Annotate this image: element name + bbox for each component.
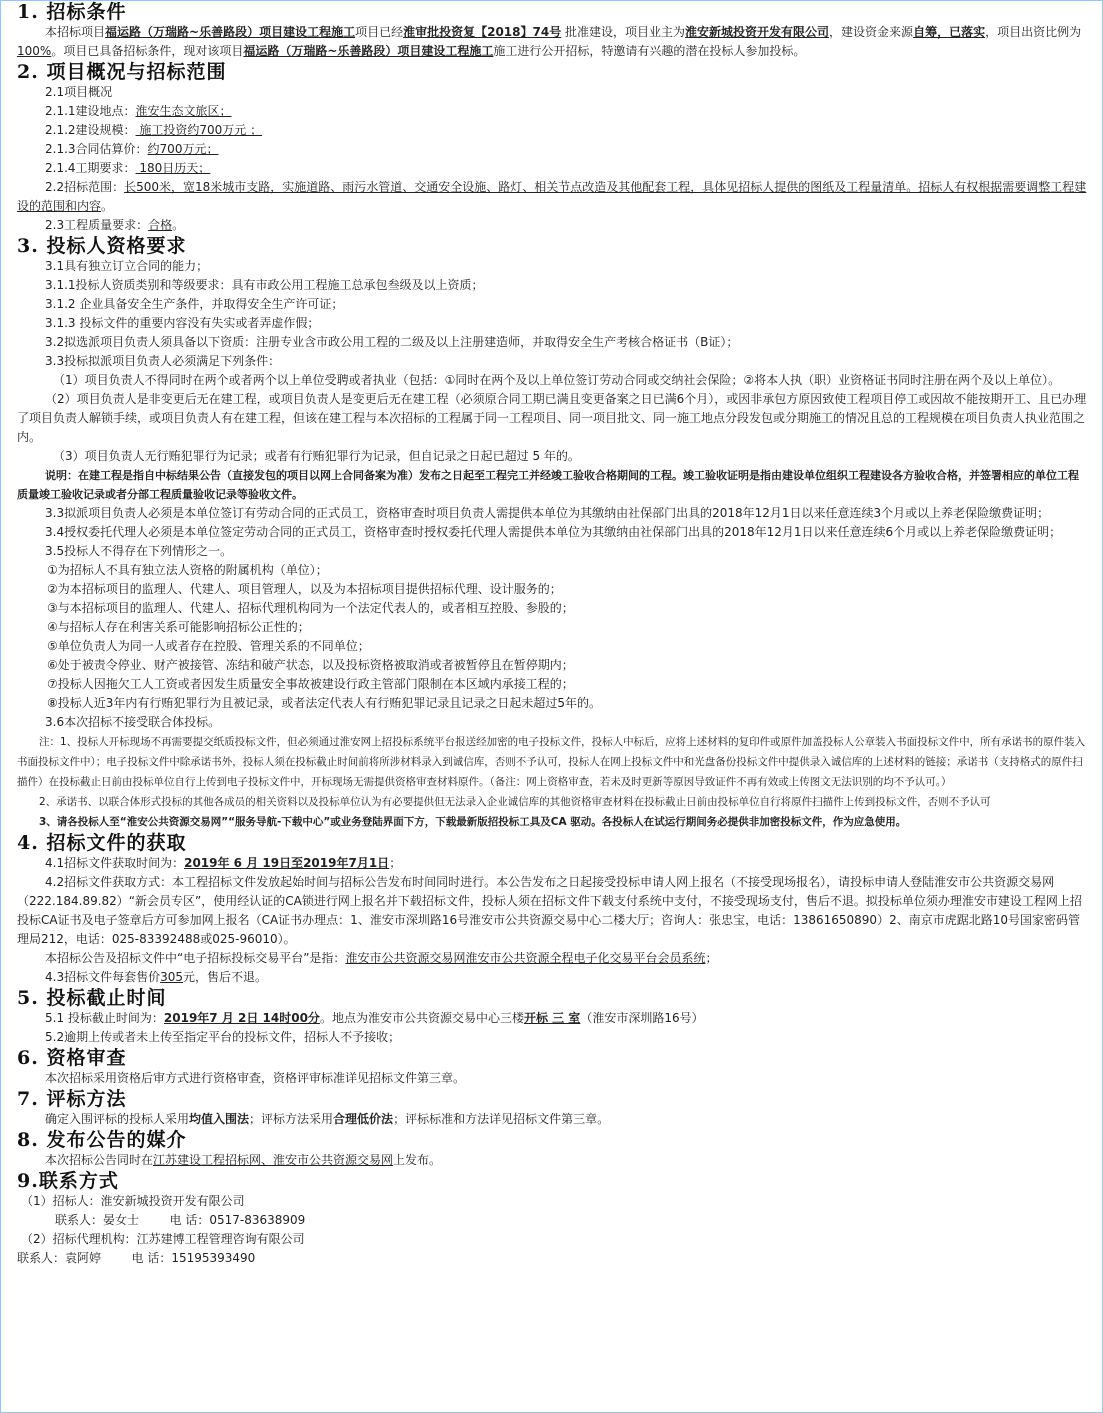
s2-location: 2.1.1建设地点：淮安生态文旅区；: [45, 104, 232, 118]
s3-note-3: 3、请各投标人至“淮安公共资源交易网”“服务导航-下载中心”或业务登陆界面下方，下载最新版招投标工具及CA 驱动。各投标人在试运行期间务必提供非加密投标文件，作为应急使用。: [39, 816, 907, 828]
s4-l4: 4.3招标文件每套售价305元，售后不退。: [45, 970, 268, 984]
s5-l1: 5.1 投标截止时间为：2019年7 月 2日 14时00分。地点为淮安市公共资源交易中心三楼开标 三 室（淮安市深圳路16号）: [45, 1011, 704, 1025]
s2-scale: 2.1.2建设规模： 施工投资约700万元 ；: [45, 123, 263, 137]
s3-condition-1: （1）项目负责人不得同时在两个或者两个以上单位受聘或者执业（包括：①同时在两个及以上单位签订劳动合同或交纳社会保险；②将本人执（职）业资格证书同时注册在两个及以上单位）。: [53, 373, 1061, 387]
s3-exclusion-8: ⑧投标人近3年内有行贿犯罪行为且被记录，或者法定代表人有行贿犯罪记录且记录之日起未超过5年的。: [47, 696, 602, 710]
tender-notice: [1, 1, 1102, 1268]
s8-l1: 本次招标公告同时在江苏建设工程招标网、淮安市公共资源交易网上发布。: [45, 1153, 442, 1167]
section-4-title: 4. 招标文件的获取: [17, 832, 187, 854]
s3-l4: 3.1.3 投标文件的重要内容没有失实或者弄虚作假；: [45, 316, 320, 330]
s3-exclusion-1: ①为招标人不具有独立法人资格的附属机构（单位）；: [47, 563, 328, 577]
s3-l5: 3.2拟选派项目负责人须具备以下资质：注册专业含市政公用工程的二级及以上注册建造师，并取得安全生产考核合格证书（B证）；: [45, 335, 739, 349]
s3-condition-3: （3）项目负责人无行贿犯罪行为记录；或者有行贿犯罪行为记录，但自记录之日起已超过 5 年的。: [53, 449, 580, 463]
s3-note: 说明：在建工程是指自中标结果公告（直接发包的项目以网上合同备案为准）发布之日起至工程完工并经竣工验收合格期间的工程。竣工验收证明是指由建设单位组织工程建设各方验收合格，并签署相应的单位工程质量竣工验收记录或者分部工程质量验收记录等验收文件。: [17, 469, 1079, 501]
s3-note-1: 注：1、投标人开标现场不再需要提交纸质投标文件，但必须通过淮安网上招投标系统平台报送经加密的电子投标文件，投标人中标后，应将上述材料的复印件或原件加盖投标人公章装入书面投标文件中，所有承诺书的原件装入书面投标文件中）；电子投标文件中除承诺书外，投标人须在投标截止时间前将所涉材料录入到诚信库，否则不予认可，投标人在网上投标文件中和光盘备份投标文件中提供录入诚信库的上述材料的链接；承诺书（支持格式的原件扫描件）在投标截止日前由投标单位自行上传到电子投标文件中，开标现场无需提供资格审查材料原件。（备注：网上资格审查，若未及时更新等原因导致证件不再有效或上传图文无法识别的均不予认可。）: [17, 736, 1086, 788]
s3-l9: 3.5投标人不得存在下列情形之一。: [45, 544, 233, 558]
section-8-title: 8. 发布公告的媒介: [17, 1129, 187, 1151]
s2-scope: 2.2招标范围：长500米，宽18米城市支路，实施道路、雨污水管道、交通安全设施、路灯、相关节点改造及其他配套工程，具体见招标人提供的图纸及工程量清单。招标人有权根据需要调整工程建设的范围和内容。: [17, 180, 1087, 213]
s3-exclusion-5: ⑤单位负责人为同一人或者存在控股、管理关系的不同单位；: [47, 639, 370, 653]
s3-l10: 3.6本次招标不接受联合体投标。: [45, 715, 221, 729]
s2-overview: 2.1项目概况: [45, 85, 113, 99]
s3-condition-2: （2）项目负责人是非变更后无在建工程，或项目负责人是变更后无在建工程（必须原合同工期已满且变更备案之日已满6个月），或因非承包方原因致使工程项目停工或因故不能按期开工、且已办理了项目负责人解锁手续，或项目负责人有在建工程，但该在建工程与本次招标的工程属于同一工程项目、同一项目批文、同一施工地点分段发包或分期施工的情况且总的工程规模在项目负责人执业范围之内。: [17, 392, 1087, 444]
section-1-body: 本招标项目福运路（万瑞路~乐善路段）项目建设工程施工项目已经淮审批投资复【2018】74号 批准建设，项目业主为淮安新城投资开发有限公司，建设资金来源自筹，已落实，项目出资比例为100%。项目已具备招标条件，现对该项目福运路（万瑞路~乐善路段）项目建设工程施工施工进行公开招标，特邀请有兴趣的潜在投标人参加投标。: [17, 25, 1082, 58]
s3-l6: 3.3投标拟派项目负责人必须满足下列条件：: [45, 354, 281, 368]
s9-tenderer: （1）招标人：淮安新城投资开发有限公司: [21, 1194, 245, 1208]
s2-duration: 2.1.4工期要求： 180日历天；: [45, 161, 211, 175]
section-2-title: 2. 项目概况与招标范围: [17, 61, 227, 83]
s9-tenderer-contact: 联系人：晏女士 电 话：0517-83638909: [55, 1213, 306, 1227]
section-1-title: 1. 招标条件: [17, 1, 127, 23]
s2-quality: 2.3工程质量要求：合格。: [45, 218, 185, 232]
s3-exclusion-6: ⑥处于被责令停业、财产被接管、冻结和破产状态，以及投标资格被取消或者被暂停且在暂停期内；: [47, 658, 574, 672]
section-7-title: 7. 评标方法: [17, 1088, 127, 1110]
s3-exclusion-2: ②为本招标项目的监理人、代建人、项目管理人，以及为本招标项目提供招标代理、设计服务的；: [47, 582, 562, 596]
s3-l8: 3.4授权委托代理人必须是本单位签定劳动合同的正式员工，资格审查时授权委托代理人需提供本单位为其缴纳由社保部门出具的2018年12月1日以来任意连续6个月或以上养老保险缴费证明；: [45, 525, 1062, 539]
s7-l1: 确定入围评标的投标人采用均值入围法；评标方法采用合理低价法；评标标准和方法详见招标文件第三章。: [45, 1112, 610, 1126]
section-3-title: 3. 投标人资格要求: [17, 235, 187, 257]
s3-exclusion-3: ③与本招标项目的监理人、代建人、招标代理机构同为一个法定代表人的，或者相互控股、参股的；: [47, 601, 574, 615]
s3-l7: 3.3拟派项目负责人必须是本单位签订有劳动合同的正式员工，资格审查时项目负责人需提供本单位为其缴纳由社保部门出具的2018年12月1日以来任意连续3个月或以上养老保险缴费证明；: [45, 506, 1050, 520]
section-9-title: 9.联系方式: [17, 1170, 119, 1192]
s3-l2: 3.1.1投标人资质类别和等级要求：具有市政公用工程施工总承包叁级及以上资质；: [45, 278, 484, 292]
s5-l2: 5.2逾期上传或者未上传至指定平台的投标文件，招标人不予接收；: [45, 1030, 401, 1044]
s3-l3: 3.1.2 企业具备安全生产条件，并取得安全生产许可证；: [45, 297, 344, 311]
section-6-title: 6. 资格审查: [17, 1047, 127, 1069]
s4-l2: 4.2招标文件获取方式：本工程招标文件发放起始时间与招标公告发布时间同时进行。本公告发布之日起接受投标申请人网上报名（不接受现场报名），请投标申请人登陆淮安市公共资源交易网（222.184.89.82）“新会员专区”，使用经认证的CA锁进行网上报名并下载招标文件，投标人须在招标文件下载支付系统中支付，不接受现场支付，售后不退。拟投标单位须办理淮安市建设工程网上招投标CA证书及电子签章后方可参加网上报名（CA证书办理点：1、淮安市深圳路16号淮安市公共资源交易中心二楼大厅；咨询人：张忠宝，电话：13861650890）2、南京市虎踞北路10号国家密码管理局212，电话：025-83392488或025-96010）。: [17, 875, 1082, 946]
section-5-title: 5. 投标截止时间: [17, 987, 167, 1009]
s3-note-2: 2、承诺书、以联合体形式投标的其他各成员的相关资料以及投标单位认为有必要提供但无法录入企业诚信库的其他资格审查材料在投标截止日前由投标单位自行将原件扫描件上传到投标文件，否则不予认可: [39, 796, 991, 808]
s4-l3: 本招标公告及招标文件中“电子招标投标交易平台”是指：淮安市公共资源交易网淮安市公共资源全程电子化交易平台会员系统；: [45, 951, 718, 965]
s3-exclusion-7: ⑦投标人因拖欠工人工资或者因发生质量安全事故被建设行政主管部门限制在本区域内承接工程的；: [47, 677, 574, 691]
s9-agency: （2）招标代理机构：江苏建博工程管理咨询有限公司: [21, 1232, 305, 1246]
s3-exclusion-4: ④与招标人存在利害关系可能影响招标公正性的；: [47, 620, 310, 634]
s3-l1: 3.1具有独立订立合同的能力；: [45, 259, 209, 273]
s2-contract-price: 2.1.3合同估算价：约700万元；: [45, 142, 219, 156]
s4-l1: 4.1招标文件获取时间为：2019年 6 月 19日至2019年7月1日；: [45, 856, 402, 870]
s9-agency-contact: 联系人：袁阿婷 电 话：15195393490: [17, 1251, 256, 1265]
s6-l1: 本次招标采用资格后审方式进行资格审查，资格评审标准详见招标文件第三章。: [45, 1071, 466, 1085]
